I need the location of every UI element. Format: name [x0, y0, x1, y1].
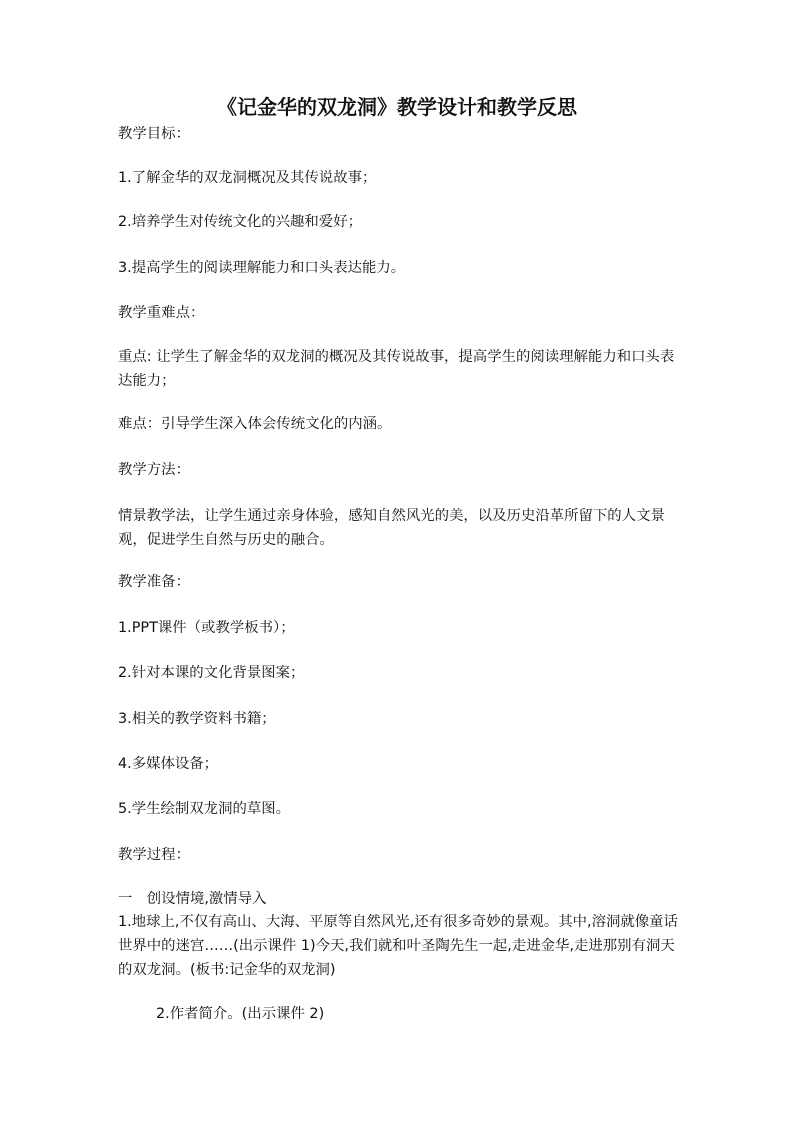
difficult-point-paragraph: 难点：引导学生深入体会传统文化的内涵。 — [118, 416, 392, 432]
step-one-heading: 一 创设情境,激情导入 — [118, 891, 267, 907]
methods-heading: 教学方法： — [118, 462, 190, 478]
key-point-paragraph: 重点: 让学生了解金华的双龙洞的概况及其传说故事，提高学生的阅读理解能力和口头表达能力； — [118, 349, 675, 389]
preparation-item-5: 5.学生绘制双龙洞的草图。 — [118, 801, 291, 817]
key-points-heading: 教学重难点： — [118, 305, 205, 321]
preparation-item-1: 1.PPT课件（或教学板书）； — [118, 620, 295, 636]
preparation-item-3: 3.相关的教学资料书籍； — [118, 711, 276, 727]
document-title: 《记金华的双龙洞》教学设计和教学反思 — [217, 95, 577, 119]
objective-item-1: 1.了解金华的双龙洞概况及其传说故事； — [118, 170, 377, 186]
objective-item-3: 3.提高学生的阅读理解能力和口头表达能力。 — [118, 260, 406, 276]
preparation-item-2: 2.针对本课的文化背景图案； — [118, 665, 305, 681]
process-heading: 教学过程： — [118, 847, 190, 863]
objective-item-2: 2.培养学生对传统文化的兴趣和爱好； — [118, 214, 362, 230]
step-one-paragraph: 1.地球上,不仅有高山、大海、平原等自然风光,还有很多奇妙的景观。其中,溶洞就像童话世界中的迷宫……(出示课件 1)今天,我们就和叶圣陶先生一起,走进金华,走进那别有洞天的双龙洞。(板书:记金华的双龙洞) — [118, 914, 678, 978]
preparation-item-4: 4.多媒体设备； — [118, 756, 219, 772]
step-two-paragraph: 2.作者简介。(出示课件 2) — [156, 1006, 325, 1022]
methods-paragraph: 情景教学法，让学生通过亲身体验，感知自然风光的美，以及历史沿革所留下的人文景观，促进学生自然与历史的融合。 — [118, 508, 665, 548]
objectives-heading: 教学目标： — [118, 126, 190, 142]
preparation-heading: 教学准备： — [118, 574, 190, 590]
